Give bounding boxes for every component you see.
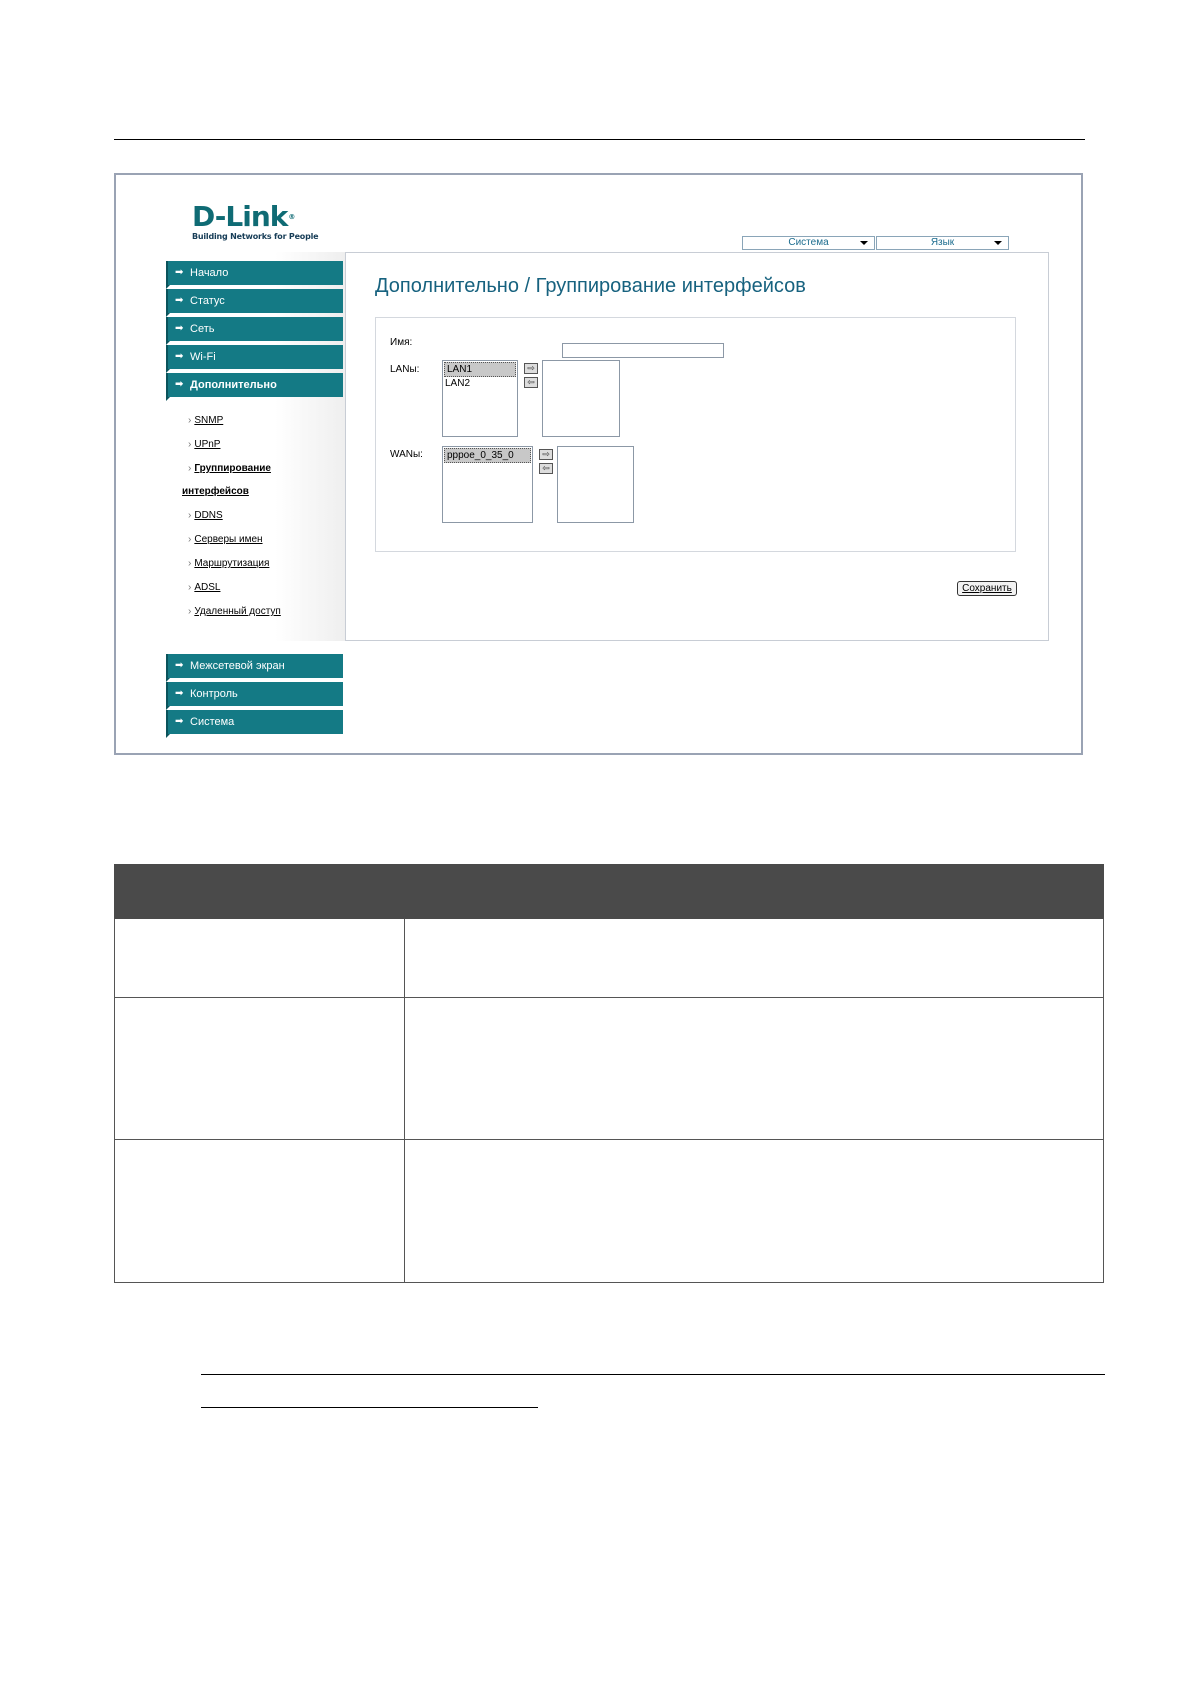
nav-item-label: Межсетевой экран: [190, 660, 285, 672]
arrow-right-icon: ➡: [175, 688, 184, 699]
name-label: Имя:: [390, 337, 413, 348]
move-left-icon[interactable]: ⇦: [524, 377, 538, 388]
nav-item-label: Сеть: [190, 323, 215, 335]
chevron-down-icon: [860, 241, 868, 245]
chevron-down-icon: [994, 241, 1002, 245]
nav-item-wifi[interactable]: [166, 345, 343, 369]
nav-item-label: Статус: [190, 295, 225, 307]
router-web-ui: [114, 173, 1083, 755]
logo-tagline: Building Networks for People: [192, 232, 319, 241]
arrow-right-icon: ➡: [175, 716, 184, 727]
nav-item-label: Система: [190, 716, 235, 728]
table-header: [115, 865, 1104, 919]
subnav-ddns[interactable]: › DDNS: [188, 510, 223, 521]
name-input[interactable]: [562, 343, 724, 358]
arrow-right-icon: ➡: [175, 379, 184, 390]
nav-item-network[interactable]: [166, 317, 343, 341]
table-row: [115, 919, 1104, 998]
language-menu-label: Язык: [930, 237, 955, 248]
page-header-rule: [114, 139, 1085, 140]
subnav-upnp[interactable]: › UPnP: [188, 439, 221, 450]
subnav-name-servers[interactable]: › Серверы имен: [188, 534, 263, 545]
page-title: Дополнительно / Группирование интерфейсов: [375, 275, 806, 297]
move-right-icon[interactable]: ⇨: [539, 449, 553, 460]
subnav-interface-grouping-line2[interactable]: интерфейсов: [182, 486, 249, 497]
arrow-right-icon: ➡: [175, 660, 184, 671]
nav-item-status[interactable]: [166, 289, 343, 313]
lans-selected-list[interactable]: [542, 360, 620, 437]
footnote-rule: [201, 1407, 538, 1408]
logo-text: D-Link: [192, 200, 288, 233]
subnav-snmp[interactable]: › SNMP: [188, 415, 224, 426]
wans-label: WANы:: [390, 449, 423, 460]
arrow-right-icon: ➡: [175, 351, 184, 362]
nav-item-label: Контроль: [190, 688, 238, 700]
subnav-adsl[interactable]: › ADSL: [188, 582, 221, 593]
move-right-icon[interactable]: ⇨: [524, 363, 538, 374]
nav-item-control[interactable]: [166, 682, 343, 706]
subnav-remote-access[interactable]: › Удаленный доступ: [188, 606, 281, 617]
arrow-right-icon: ➡: [175, 267, 184, 278]
arrow-right-icon: ➡: [175, 323, 184, 334]
list-item[interactable]: LAN2: [445, 378, 471, 389]
subnav-routing[interactable]: › Маршрутизация: [188, 558, 270, 569]
arrow-right-icon: ➡: [175, 295, 184, 306]
wans-selected-list[interactable]: [557, 446, 634, 523]
system-menu[interactable]: [742, 236, 875, 250]
list-item[interactable]: LAN1: [444, 362, 516, 377]
nav-item-home[interactable]: [166, 261, 343, 285]
save-button[interactable]: Сохранить: [957, 581, 1017, 596]
dlink-logo: D-Link® Building Networks for People: [192, 200, 319, 241]
list-item[interactable]: pppoe_0_35_0: [444, 448, 531, 463]
move-left-icon[interactable]: ⇦: [539, 463, 553, 474]
parameters-table: [114, 864, 1104, 1283]
nav-item-label: Дополнительно: [190, 379, 277, 391]
nav-item-label: Начало: [190, 267, 229, 279]
system-menu-label: Система: [788, 237, 829, 248]
lans-label: LANы:: [390, 364, 420, 375]
table-row: [115, 998, 1104, 1140]
table-row: [115, 1140, 1104, 1283]
footnote-rule: [201, 1374, 1105, 1375]
wans-available-list[interactable]: [442, 446, 533, 523]
subnav-interface-grouping[interactable]: › Группирование: [188, 463, 271, 474]
lans-available-list[interactable]: [442, 360, 518, 437]
nav-item-label: Wi-Fi: [190, 351, 216, 363]
nav-item-system[interactable]: [166, 710, 343, 734]
nav-item-advanced[interactable]: [166, 373, 343, 397]
nav-item-firewall[interactable]: [166, 654, 343, 678]
language-menu[interactable]: [876, 236, 1009, 250]
